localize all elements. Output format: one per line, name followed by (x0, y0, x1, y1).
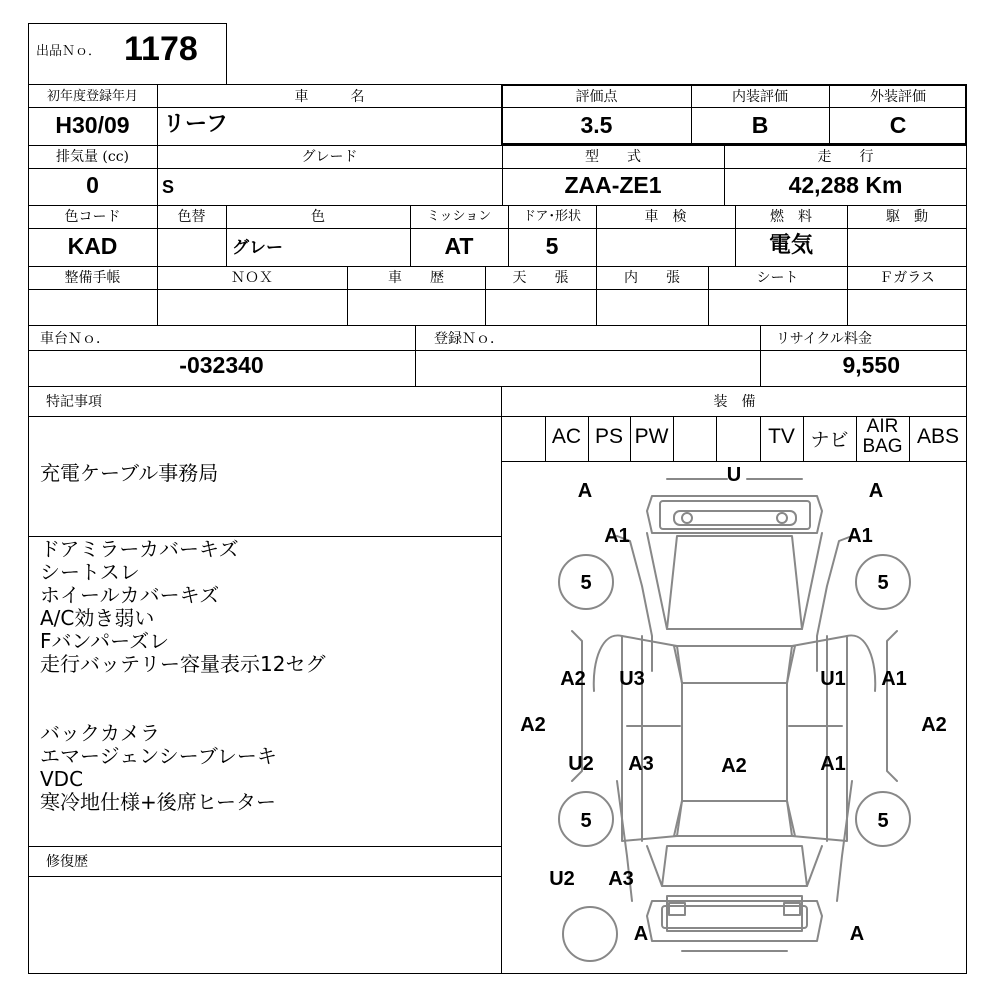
recycle-fee-label: リサイクル料金 (776, 331, 873, 347)
first-registration-label: 初年度登録年月 (46, 89, 138, 104)
mark-trunk-left: A3 (608, 868, 634, 890)
vehicle-history-label: 車 歴 (388, 270, 444, 286)
mark-right-rear-door: A1 (820, 753, 846, 775)
doors-value: 5 (545, 233, 559, 259)
notes-list-equipment: バックカメラ エマージェンシーブレーキ VDC 寒冷地仕様+後席ヒーター (40, 721, 277, 814)
model-label: 型 式 (585, 149, 641, 165)
maintenance-record-label: 整備手帳 (64, 270, 121, 286)
drive-label: 駆 動 (886, 209, 928, 225)
mark-left-headlight: A1 (604, 525, 630, 547)
mark-rear-right-wheel: 5 (877, 810, 889, 832)
mark-left-fender: A2 (560, 668, 586, 690)
interior-grade-value: B (751, 112, 769, 138)
mark-left-rear-door: A3 (628, 753, 654, 775)
mark-left-front-door: U3 (619, 668, 645, 690)
transmission-value: AT (444, 233, 474, 259)
mark-rear-right: A (849, 923, 865, 945)
displacement-label: 排気量 (cc) (55, 149, 130, 165)
equipment-airbag: AIR BAG (862, 416, 903, 457)
color-change-label: 色替 (177, 209, 206, 225)
mark-rear-left: A (633, 923, 649, 945)
notes-label: 特記事項 (46, 394, 102, 410)
mark-rear-left-wheel: 5 (580, 810, 592, 832)
equipment-ac: AC (551, 425, 582, 448)
fuel-value: 電気 (768, 233, 813, 258)
registration-number-label: 登録Ｎｏ． (434, 331, 504, 347)
notes-list-defects: ドアミラーカバーキズ シートスレ ホイールカバーキズ A/C効き弱い Fバンパーズレ 走行バッテリー容量表示12セグ (40, 537, 326, 676)
displacement-value: 0 (86, 172, 99, 198)
grade-value: S (162, 177, 175, 197)
mark-right-front-door: U1 (820, 668, 846, 690)
chassis-number-label: 車台Ｎｏ． (40, 331, 110, 347)
equipment-navi: ナビ (810, 429, 849, 451)
exterior-grade-label: 外装評価 (870, 89, 926, 105)
chassis-number-value: -032340 (179, 352, 264, 378)
inspection-label: 車 検 (644, 209, 687, 225)
repair-history-label: 修復歴 (46, 854, 88, 870)
interior-trim-label: 内 張 (624, 270, 680, 286)
score-value: 3.5 (580, 112, 613, 138)
score-label: 評価点 (575, 89, 618, 105)
notes-main: 充電ケーブル事務局 (40, 461, 219, 485)
color-label: 色 (311, 209, 325, 225)
car-name-label: 車 名 (294, 89, 365, 105)
mark-left-side: A2 (520, 714, 546, 736)
equipment-abs: ABS (916, 425, 960, 448)
fuel-label: 燃 料 (770, 209, 812, 225)
mark-front-right: A (868, 480, 884, 502)
equipment-pw: PW (634, 425, 669, 448)
mark-front-left-wheel: 5 (580, 572, 592, 594)
headliner-label: 天 張 (512, 270, 569, 286)
lot-label: 出品Ｎｏ． (36, 44, 102, 59)
mark-right-headlight: A1 (847, 525, 873, 547)
equipment-ps: PS (594, 425, 623, 448)
interior-grade-label: 内装評価 (732, 89, 788, 105)
mark-front-right-wheel: 5 (877, 572, 889, 594)
car-name-value: リーフ (163, 112, 228, 137)
recycle-fee-value: 9,550 (842, 352, 900, 378)
model-value: ZAA-ZE1 (564, 172, 662, 198)
color-code-label: 色コード (64, 209, 121, 225)
front-glass-label: Ｆガラス (879, 270, 935, 286)
equipment-tv: TV (768, 425, 795, 448)
seat-label: シート (756, 270, 799, 286)
color-value: グレー (232, 238, 283, 258)
mark-front-left: A (577, 480, 593, 502)
mark-left-sill: U2 (568, 753, 594, 775)
equipment-label: 装 備 (713, 394, 756, 410)
mark-front-bumper: U (726, 464, 742, 486)
mark-left-quarter: U2 (549, 868, 575, 890)
mark-roof: A2 (721, 755, 747, 777)
transmission-label: ミッション (426, 209, 492, 224)
door-shape-label: ドア･形状 (522, 209, 582, 224)
mark-right-side: A2 (921, 714, 947, 736)
mark-right-fender: A1 (881, 668, 907, 690)
first-registration-value: H30/09 (55, 112, 130, 138)
color-code-value: KAD (67, 233, 118, 259)
exterior-grade-value: C (889, 112, 907, 138)
grade-label: グレード (301, 149, 358, 165)
mileage-value: 42,288 Km (788, 172, 903, 198)
mileage-label: 走 行 (817, 149, 874, 165)
nox-label: ＮＯＸ (231, 270, 273, 286)
lot-number: 1178 (124, 30, 198, 68)
car-diagram (502, 461, 967, 974)
